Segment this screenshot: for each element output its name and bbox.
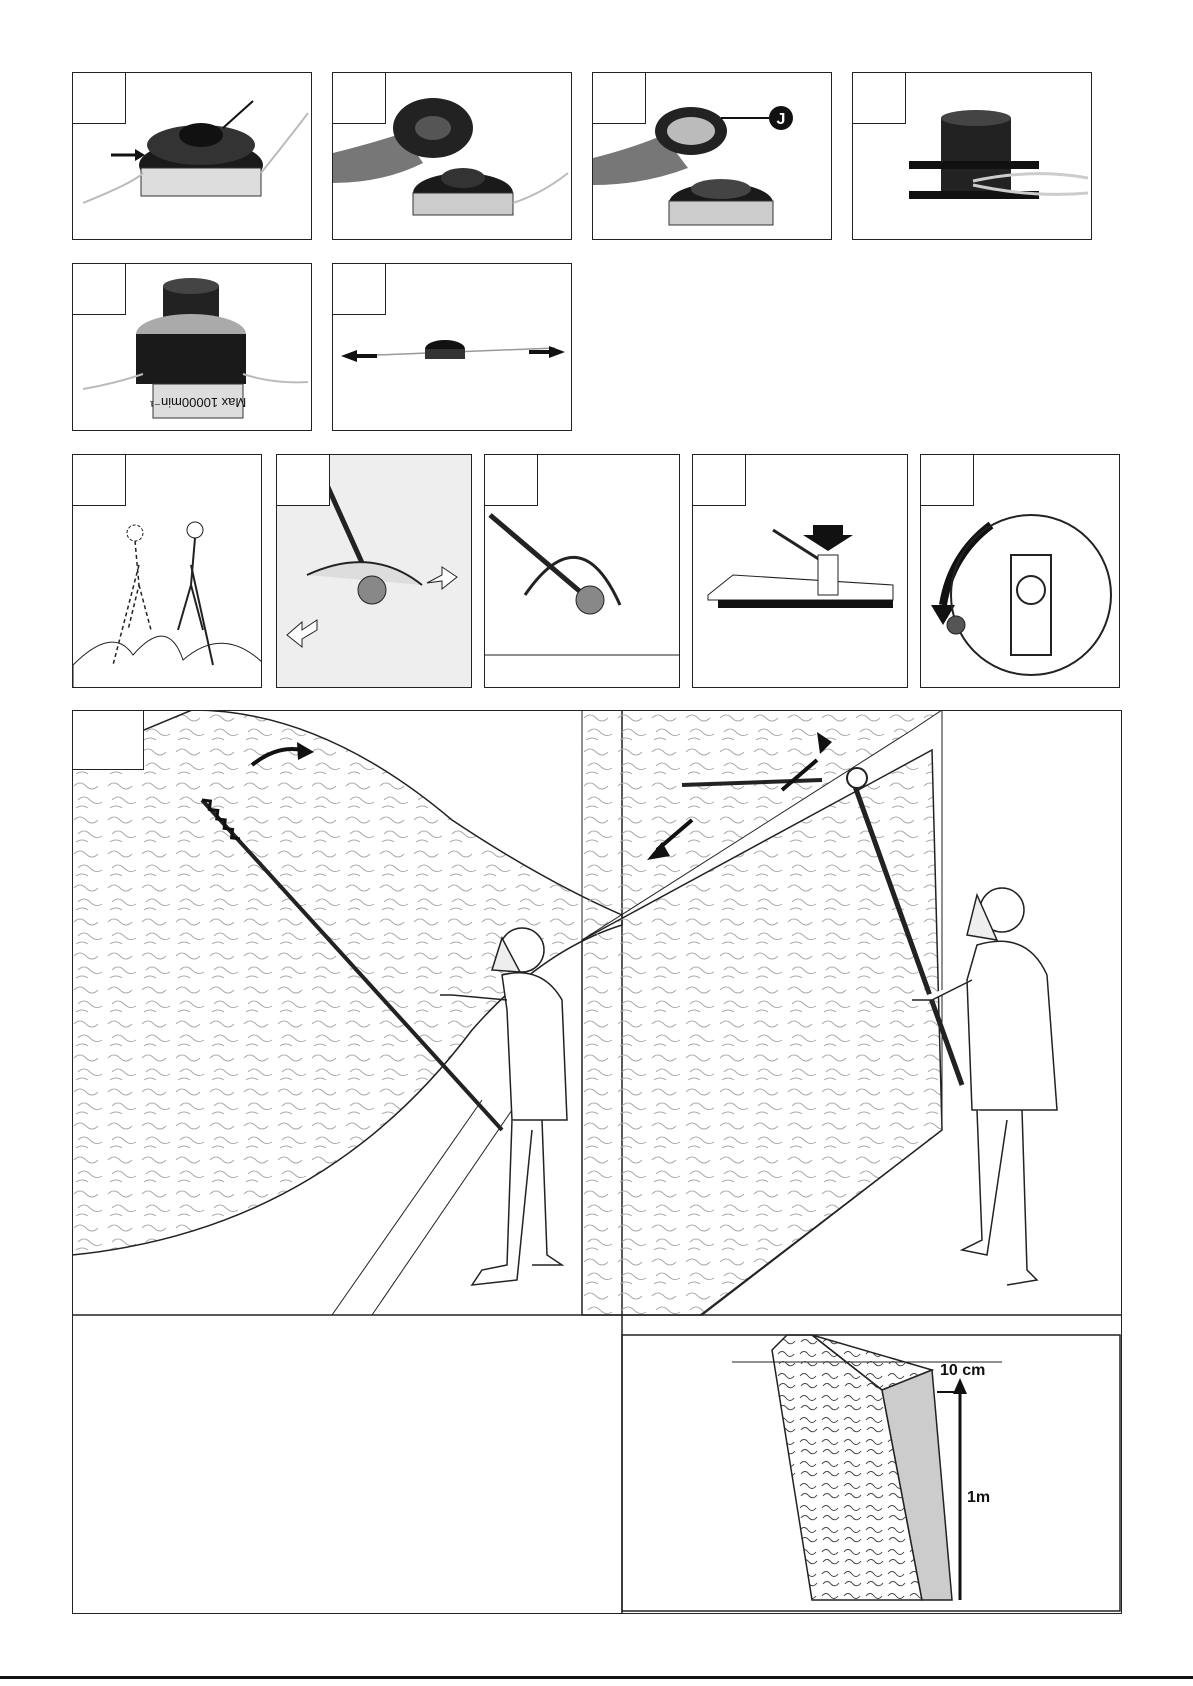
panel-spool-3: [592, 72, 832, 240]
panel-number-tab: [484, 454, 538, 506]
panel-number-tab: [72, 454, 126, 506]
panel-number-tab: [332, 72, 386, 124]
panel-number-tab: [692, 454, 746, 506]
panel-spool-6: [332, 263, 572, 431]
panel-usage-3: [484, 454, 680, 688]
panel-spool-5: [72, 263, 312, 431]
panel-usage-1: [72, 454, 262, 688]
hedge-trimmer-illustration: [72, 710, 1122, 1614]
page-bottom-rule: [0, 1676, 1193, 1679]
hedge-width-label: 10 cm: [940, 1362, 986, 1379]
panel-spool-1: [72, 72, 312, 240]
panel-number-tab: [72, 710, 144, 770]
panel-spool-2: [332, 72, 572, 240]
callout-j-label: J: [776, 111, 786, 128]
panel-spool-4: [852, 72, 1092, 240]
panel-number-tab: [852, 72, 906, 124]
panel-number-tab: [332, 263, 386, 315]
panel-number-tab: [72, 72, 126, 124]
panel-usage-5: [920, 454, 1120, 688]
panel-number-tab: [920, 454, 974, 506]
panel-number-tab: [72, 263, 126, 315]
panel-usage-2: [276, 454, 472, 688]
panel-number-tab: [276, 454, 330, 506]
spool-max-label: Max 10000min⁻¹: [149, 395, 247, 410]
hedge-height-label: 1m: [967, 1489, 991, 1506]
panel-usage-4: [692, 454, 908, 688]
panel-number-tab: [592, 72, 646, 124]
